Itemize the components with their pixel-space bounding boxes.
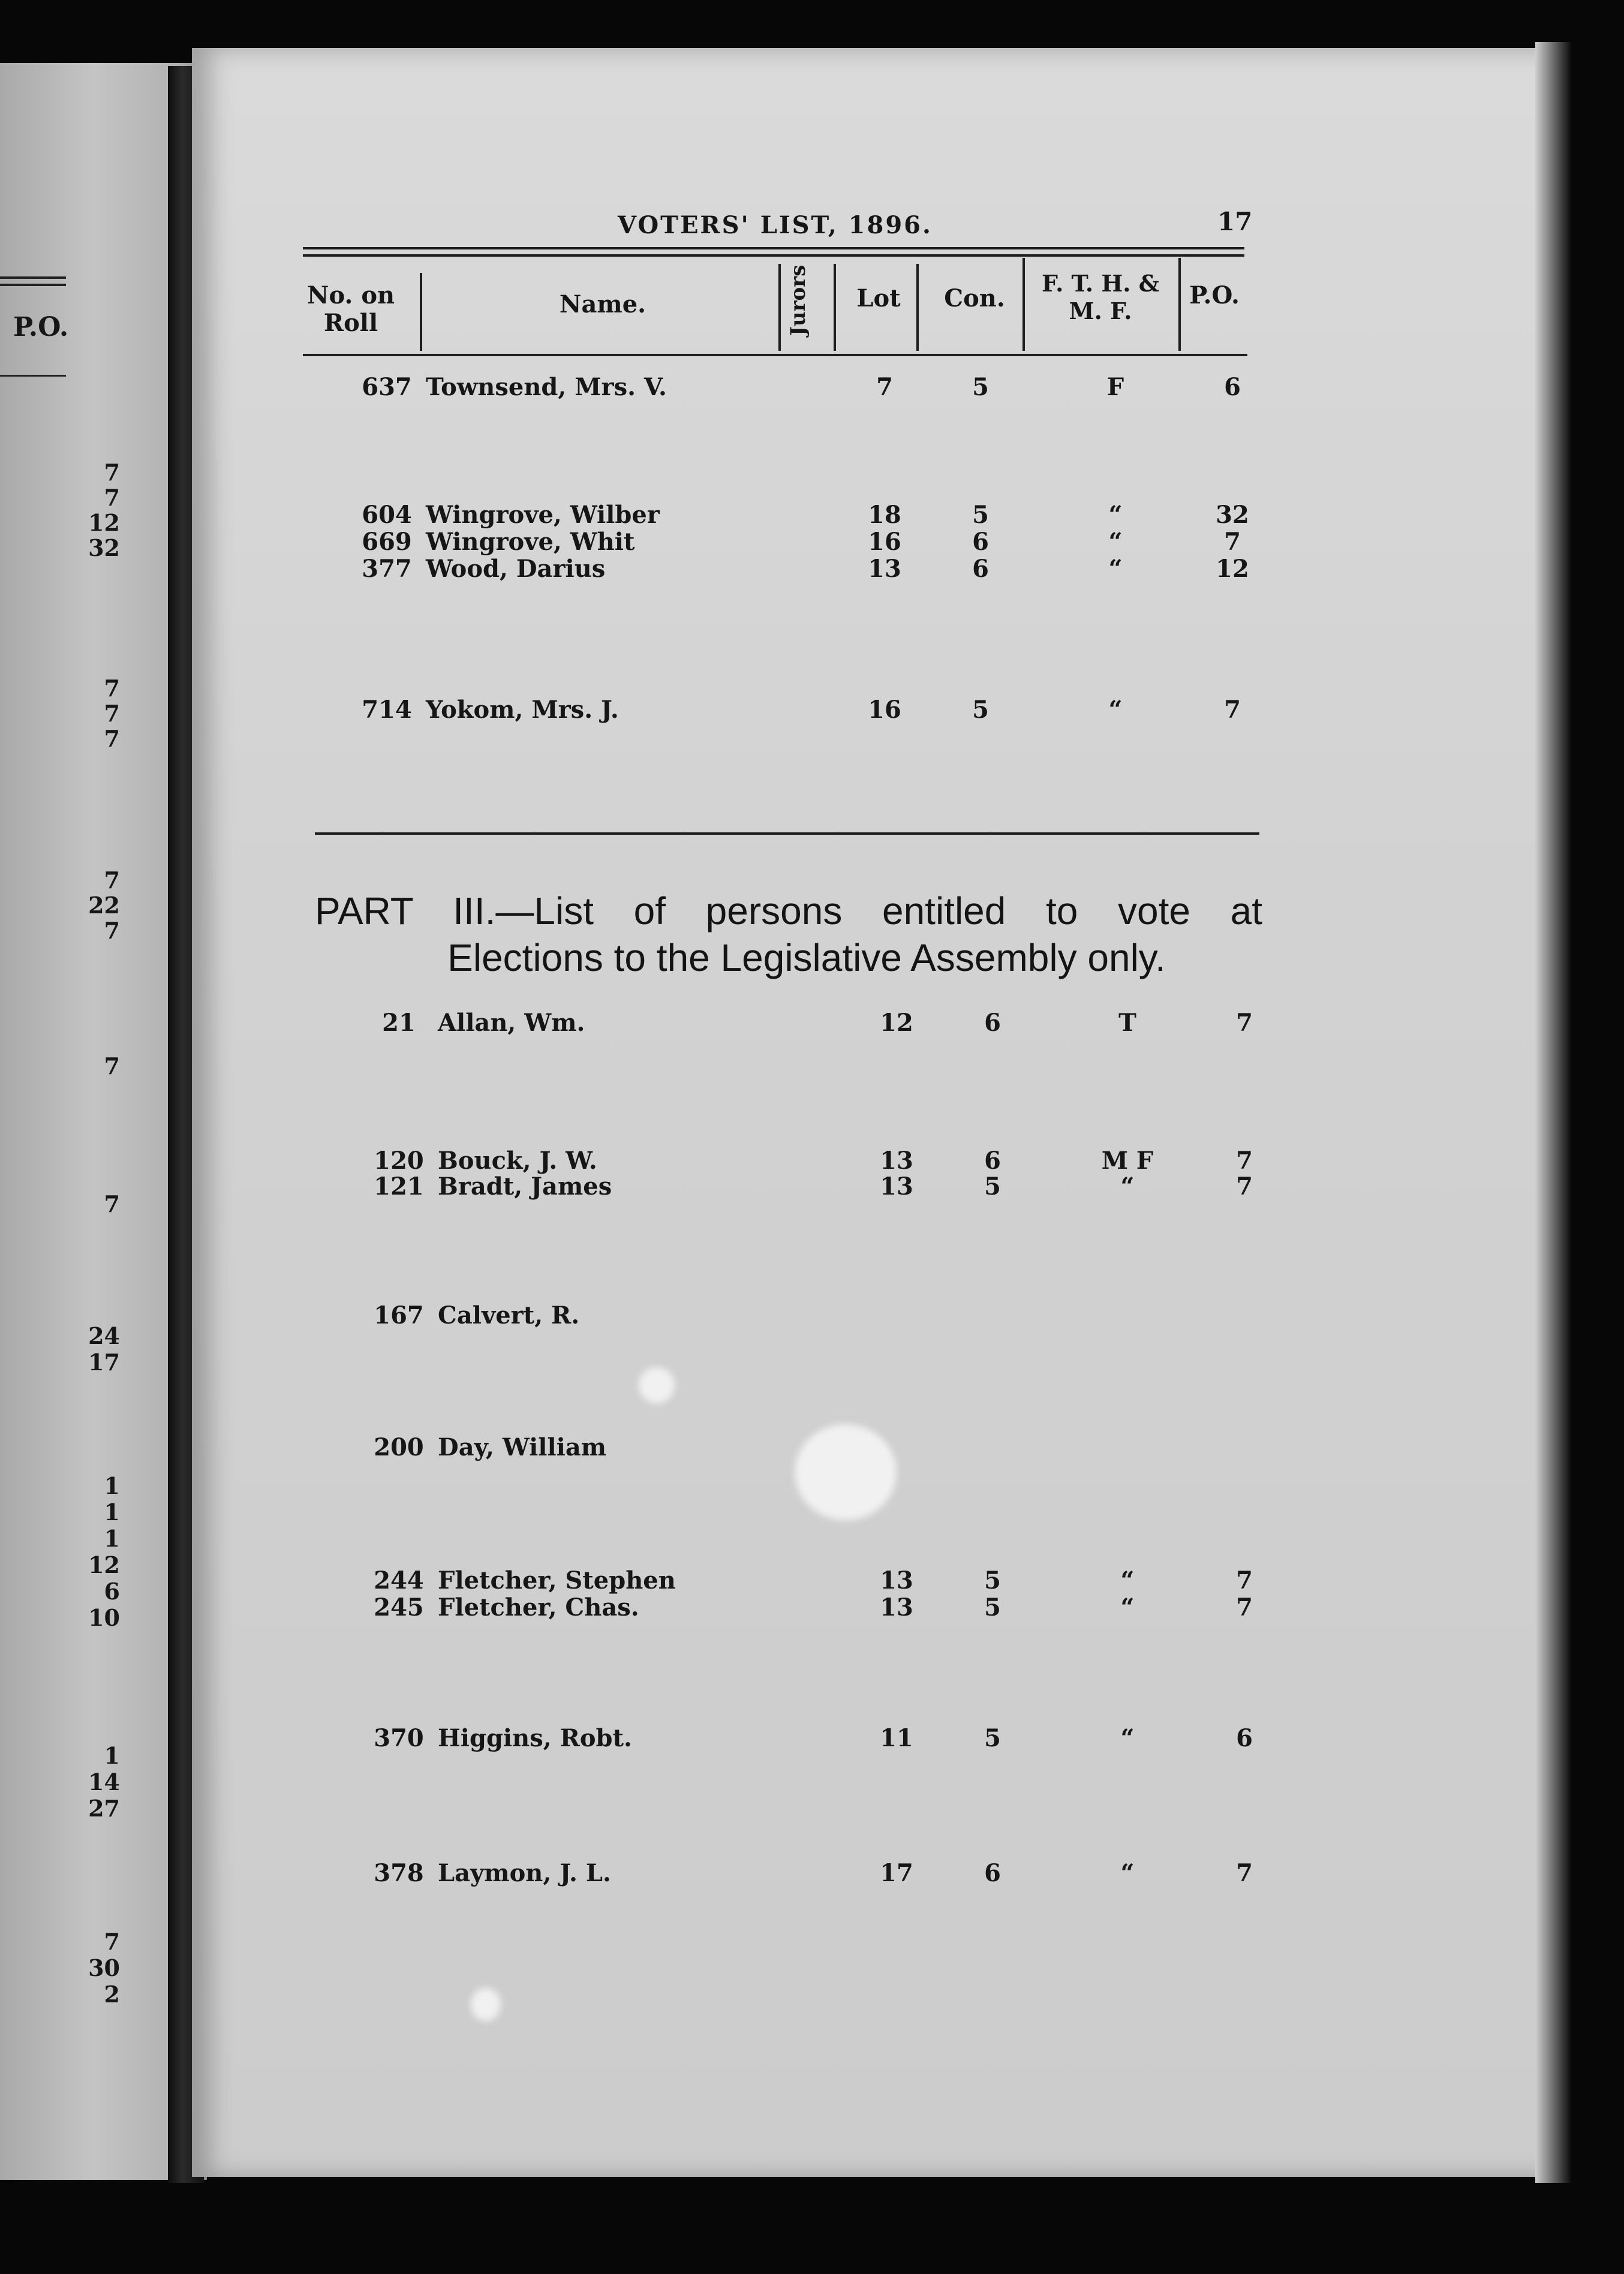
cell-name: Yokom, Mrs. J. xyxy=(426,696,619,724)
cell-con: 6 xyxy=(972,555,989,583)
left-po-value: 1 xyxy=(104,1472,120,1499)
cell-fth: “ xyxy=(1120,1859,1135,1887)
cell-con: 5 xyxy=(972,696,989,724)
cell-fth: M F xyxy=(1101,1147,1154,1175)
cell-fth: “ xyxy=(1108,555,1123,583)
paper-stain xyxy=(471,1988,501,2021)
cell-po: 7 xyxy=(1236,1009,1253,1037)
left-po-value: 7 xyxy=(104,725,120,752)
left-po-value: 7 xyxy=(104,917,120,944)
cell-name: Day, William xyxy=(438,1433,607,1461)
cell-roll: 377 xyxy=(362,555,412,583)
left-po-value: 1 xyxy=(104,1742,120,1769)
cell-roll: 245 xyxy=(374,1593,424,1622)
left-po-value: 2 xyxy=(104,1981,120,2008)
cell-lot: 7 xyxy=(876,373,893,401)
part3-heading-line2: Elections to the Legislative Assembly only. xyxy=(447,936,1166,979)
table-row xyxy=(12,1566,1624,1596)
cell-fth: T xyxy=(1118,1009,1136,1037)
cell-con: 5 xyxy=(972,373,989,401)
left-po-value: 30 xyxy=(88,1954,120,1981)
left-po-value: 7 xyxy=(104,459,120,486)
table-row xyxy=(12,1009,1624,1039)
cell-name: Wingrove, Whit xyxy=(426,528,635,556)
cell-fth: “ xyxy=(1108,501,1123,529)
cell-roll: 370 xyxy=(374,1724,424,1752)
left-po-value: 27 xyxy=(88,1795,120,1822)
left-po-value: 1 xyxy=(104,1525,120,1552)
table-row xyxy=(0,696,1624,726)
cell-lot: 13 xyxy=(868,555,901,583)
table-row xyxy=(0,528,1624,558)
left-po-value: 7 xyxy=(104,867,120,894)
cell-name: Bouck, J. W. xyxy=(438,1147,597,1175)
column-header-name: Name. xyxy=(559,290,646,318)
cell-po: 7 xyxy=(1236,1147,1253,1175)
left-po-value: 1 xyxy=(104,1499,120,1526)
cell-name: Fletcher, Stephen xyxy=(438,1566,676,1595)
cell-con: 6 xyxy=(984,1859,1001,1887)
left-header-rule xyxy=(0,284,66,286)
left-po-label: P.O. xyxy=(13,312,69,342)
table-row xyxy=(0,501,1624,531)
paper-stain xyxy=(795,1424,897,1520)
cell-name: Wingrove, Wilber xyxy=(426,501,660,529)
part3-heading xyxy=(315,888,1262,981)
column-header-fth: F. T. H. & M. F. xyxy=(1041,270,1160,324)
cell-roll: 669 xyxy=(362,528,412,556)
cell-po: 7 xyxy=(1236,1593,1253,1622)
left-po-value: 7 xyxy=(104,1928,120,1955)
left-po-value: 22 xyxy=(88,892,120,919)
cell-roll: 167 xyxy=(374,1301,424,1329)
column-header-lot: Lot xyxy=(856,284,901,312)
left-po-value: 7 xyxy=(104,700,120,727)
page-header: VOTERS' LIST, 1896. xyxy=(618,211,933,239)
cell-fth: “ xyxy=(1120,1593,1135,1622)
cell-con: 5 xyxy=(984,1172,1001,1201)
cell-po: 12 xyxy=(1216,555,1249,583)
cell-con: 5 xyxy=(984,1566,1001,1595)
cell-name: Townsend, Mrs. V. xyxy=(426,373,667,401)
table-row xyxy=(12,1724,1624,1754)
table-row xyxy=(12,1859,1624,1889)
cell-lot: 16 xyxy=(868,528,901,556)
column-header-jurors: Jurors xyxy=(786,264,811,336)
cell-name: Wood, Darius xyxy=(426,555,606,583)
cell-lot: 12 xyxy=(880,1009,913,1037)
left-po-value: 7 xyxy=(104,484,120,511)
table-row xyxy=(12,1172,1624,1202)
cell-fth: F xyxy=(1106,373,1124,401)
cell-roll: 120 xyxy=(374,1147,424,1175)
cell-lot: 13 xyxy=(880,1593,913,1622)
cell-po: 7 xyxy=(1224,528,1241,556)
left-po-value: 7 xyxy=(104,1052,120,1079)
cell-lot: 18 xyxy=(868,501,901,529)
cell-fth: “ xyxy=(1120,1566,1135,1595)
table-row xyxy=(12,1301,1624,1331)
cell-con: 6 xyxy=(984,1147,1001,1175)
cell-name: Higgins, Robt. xyxy=(438,1724,632,1752)
left-po-value: 10 xyxy=(88,1604,120,1631)
left-po-value: 17 xyxy=(88,1349,120,1376)
cell-lot: 16 xyxy=(868,696,901,724)
page-number: 17 xyxy=(1217,207,1253,236)
cell-lot: 13 xyxy=(880,1172,913,1201)
cell-lot: 13 xyxy=(880,1147,913,1175)
cell-fth: “ xyxy=(1120,1724,1135,1752)
cell-con: 5 xyxy=(972,501,989,529)
column-divider xyxy=(1178,258,1181,351)
left-po-value: 7 xyxy=(104,1190,120,1217)
cell-po: 7 xyxy=(1236,1566,1253,1595)
left-po-value: 12 xyxy=(88,1551,120,1578)
cell-con: 6 xyxy=(972,528,989,556)
right-page xyxy=(192,48,1553,2177)
cell-po: 7 xyxy=(1236,1172,1253,1201)
cell-lot: 13 xyxy=(880,1566,913,1595)
cell-roll: 604 xyxy=(362,501,412,529)
cell-po: 6 xyxy=(1236,1724,1253,1752)
cell-po: 6 xyxy=(1224,373,1241,401)
cell-name: Calvert, R. xyxy=(438,1301,580,1329)
cell-roll: 121 xyxy=(374,1172,424,1201)
cell-po: 7 xyxy=(1236,1859,1253,1887)
column-divider xyxy=(420,273,422,351)
left-po-value: 32 xyxy=(88,534,120,561)
cell-name: Allan, Wm. xyxy=(438,1009,585,1037)
cell-con: 5 xyxy=(984,1593,1001,1622)
cell-lot: 17 xyxy=(880,1859,913,1887)
header-rule-bottom xyxy=(303,354,1247,356)
cell-roll: 244 xyxy=(374,1566,424,1595)
cell-roll: 637 xyxy=(362,373,412,401)
column-divider xyxy=(1022,258,1025,351)
cell-name: Bradt, James xyxy=(438,1172,612,1201)
left-po-value: 12 xyxy=(88,509,120,536)
cell-po: 32 xyxy=(1216,501,1249,529)
column-header-con: Con. xyxy=(944,284,1005,312)
cell-roll: 378 xyxy=(374,1859,424,1887)
left-po-value: 6 xyxy=(104,1578,120,1605)
left-po-value: 24 xyxy=(88,1322,120,1349)
header-rule-top xyxy=(303,254,1244,257)
left-po-value: 7 xyxy=(104,675,120,702)
table-row xyxy=(0,555,1624,585)
column-divider xyxy=(834,264,836,351)
cell-fth: “ xyxy=(1108,528,1123,556)
table-row xyxy=(0,373,1624,403)
header-rule-top xyxy=(303,247,1244,249)
left-header-rule xyxy=(0,276,66,279)
cell-fth: “ xyxy=(1120,1172,1135,1201)
cell-roll: 200 xyxy=(374,1433,424,1461)
cell-con: 6 xyxy=(984,1009,1001,1037)
part3-heading-line1: PART III.—List of persons entitled to vote at xyxy=(315,889,1262,933)
cell-name: Fletcher, Chas. xyxy=(438,1593,639,1622)
cell-con: 5 xyxy=(984,1724,1001,1752)
cell-roll: 714 xyxy=(362,696,412,724)
cell-fth: “ xyxy=(1108,696,1123,724)
column-header-roll: No. on Roll xyxy=(306,281,395,337)
cell-po: 7 xyxy=(1224,696,1241,724)
left-po-value: 14 xyxy=(88,1768,120,1795)
cell-roll: 21 xyxy=(382,1009,416,1037)
cell-name: Laymon, J. L. xyxy=(438,1859,611,1887)
table-row xyxy=(12,1593,1624,1623)
column-header-po: P.O. xyxy=(1189,281,1240,309)
section-divider xyxy=(315,832,1259,835)
cell-lot: 11 xyxy=(880,1724,913,1752)
paper-stain xyxy=(639,1367,675,1403)
